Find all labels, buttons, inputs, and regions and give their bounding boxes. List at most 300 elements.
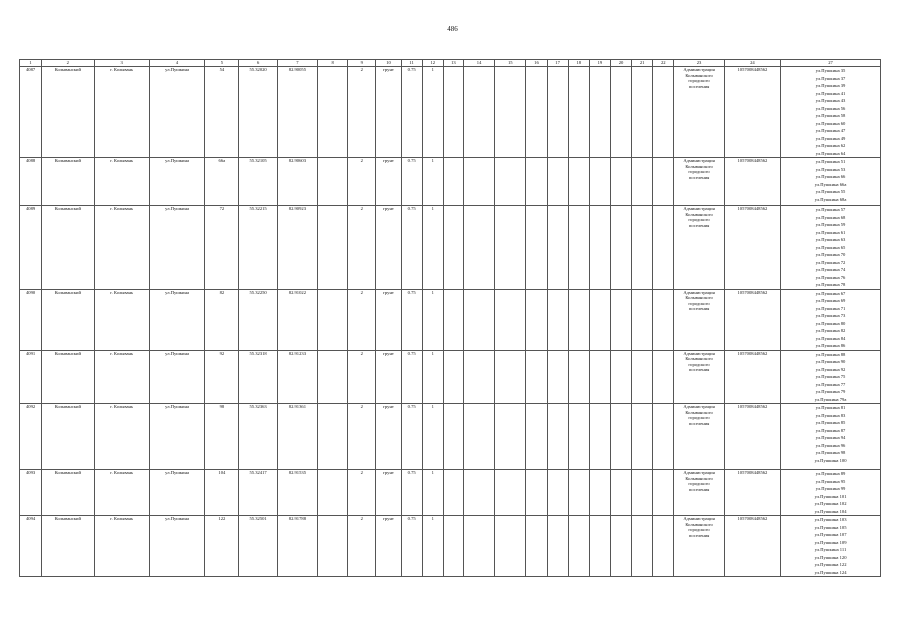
cell-c3: г. Колывань [94, 289, 149, 350]
cell-c17 [547, 350, 568, 404]
cell-c11: 0.75 [401, 350, 422, 404]
cell-c16 [526, 470, 547, 516]
cell-c24: 1057008448562 [724, 404, 780, 470]
cell-c18 [568, 516, 589, 577]
cell-c5: 72 [205, 206, 239, 290]
cell-c3: г. Колывань [94, 206, 149, 290]
address-line: ул.Пушкина 104 [814, 508, 847, 514]
cell-c3: г. Колывань [94, 350, 149, 404]
address-line: ул.Пушкина 92 [815, 366, 846, 372]
cell-c20 [610, 67, 631, 158]
column-header: 19 [589, 60, 610, 67]
cell-c13 [443, 67, 463, 158]
cell-c11: 0.75 [401, 206, 422, 290]
cell-c27 [781, 404, 881, 470]
address-line: ул.Пушкина 63 [815, 237, 846, 242]
cell-c16 [526, 206, 547, 290]
owner-line: Администрация [683, 516, 715, 521]
address-line: ул.Пушкина 76 [815, 274, 846, 280]
cell-c17 [547, 67, 568, 158]
cell-c12: 1 [422, 289, 443, 350]
cell-c16 [526, 516, 547, 577]
owner-line: Колыванского [685, 211, 713, 217]
address-line: ул.Пушкина 43 [815, 98, 846, 103]
cell-c19 [589, 470, 610, 516]
cell-c23 [674, 404, 724, 470]
address-line: ул.Пушкина 87 [815, 427, 846, 433]
address-line: ул.Пушкина 95 [815, 478, 846, 484]
cell-c4: ул.Пушкина [149, 206, 204, 290]
table-row [20, 67, 881, 158]
column-header: 4 [149, 60, 204, 67]
owner-line: городского [688, 415, 710, 421]
cell-c22 [653, 158, 674, 206]
cell-c10: грунт [376, 404, 401, 470]
cell-c13 [443, 404, 463, 470]
column-header: 24 [724, 60, 780, 67]
cell-c14 [463, 289, 494, 350]
column-header: 16 [526, 60, 547, 67]
column-header: 23 [674, 60, 724, 67]
cell-c20 [610, 404, 631, 470]
cell-c10: грунт [376, 350, 401, 404]
cell-c18 [568, 470, 589, 516]
cell-c9: 2 [348, 158, 376, 206]
cell-c10: грунт [376, 289, 401, 350]
owner-line: Колыванского [685, 521, 713, 527]
cell-c2: Колыванский [42, 158, 94, 206]
cell-c9: 2 [348, 350, 376, 404]
address-line: ул.Пушкина 120 [814, 554, 847, 560]
owner-line: Администрация [683, 350, 715, 356]
owner-line: поселения [688, 420, 710, 426]
address-line: ул.Пушкина 60 [815, 120, 846, 126]
cell-c11: 0.75 [401, 158, 422, 206]
cell-c27 [781, 158, 881, 206]
cell-c17 [547, 404, 568, 470]
cell-c7: 82.91361 [277, 404, 317, 470]
cell-c5: 98 [205, 404, 239, 470]
cell-c18 [568, 404, 589, 470]
cell-c27 [781, 67, 881, 158]
column-header: 20 [610, 60, 631, 67]
owner-line: городского [688, 78, 710, 84]
cell-c3: г. Колывань [94, 67, 149, 158]
column-header: 6 [239, 60, 277, 67]
cell-c23 [674, 516, 724, 577]
cell-c22 [653, 206, 674, 290]
cell-c24: 1057008448562 [724, 470, 780, 516]
cell-c9: 2 [348, 289, 376, 350]
cell-c23 [674, 289, 724, 350]
owner-line: городского [688, 361, 710, 367]
cell-c13 [443, 470, 463, 516]
cell-c18 [568, 158, 589, 206]
cell-c22 [653, 289, 674, 350]
cell-c7: 82.91233 [277, 350, 317, 404]
cell-c5: 66а [205, 158, 239, 206]
cell-c6: 55.32250 [239, 289, 277, 350]
cell-c8 [318, 350, 348, 404]
cell-c27 [781, 516, 881, 577]
cell-c2: Колыванский [42, 516, 94, 577]
cell-c12: 1 [422, 67, 443, 158]
cell-c23 [674, 350, 724, 404]
address-line: ул.Пушкина 66а [814, 181, 847, 187]
cell-c6: 55.32363 [239, 404, 277, 470]
cell-c4: ул.Пушкина [149, 67, 204, 158]
cell-c23 [674, 158, 724, 206]
column-header: 10 [376, 60, 401, 67]
cell-c18 [568, 350, 589, 404]
cell-c7: 82.90055 [277, 67, 317, 158]
cell-c9: 2 [348, 67, 376, 158]
cell-c27 [781, 470, 881, 516]
cell-c18 [568, 289, 589, 350]
cell-c5: 92 [205, 350, 239, 404]
address-line: ул.Пушкина 98 [815, 450, 846, 455]
cell-c21 [632, 350, 653, 404]
cell-c2: Колыванский [42, 350, 94, 404]
address-line: ул.Пушкина 71 [815, 305, 846, 311]
cell-c12: 1 [422, 470, 443, 516]
address-line: ул.Пушкина 82 [815, 328, 846, 333]
address-line: ул.Пушкина 68 [815, 214, 846, 220]
cell-c1: 4087 [20, 67, 42, 158]
column-header: 21 [632, 60, 653, 67]
cell-c19 [589, 350, 610, 404]
address-line: ул.Пушкина 109 [814, 539, 847, 545]
cell-c24: 1057008448562 [724, 158, 780, 206]
address-line: ул.Пушкина 105 [814, 524, 847, 530]
owner-line: поселения [688, 367, 710, 373]
cell-c12: 1 [422, 206, 443, 290]
cell-c8 [318, 206, 348, 290]
cell-c23 [674, 67, 724, 158]
cell-c8 [318, 404, 348, 470]
address-line: ул.Пушкина 79а [814, 396, 847, 402]
cell-c20 [610, 350, 631, 404]
cell-c1: 4089 [20, 206, 42, 290]
cell-c4: ул.Пушкина [149, 158, 204, 206]
cell-c14 [463, 350, 494, 404]
owner-line: городского [688, 300, 710, 306]
table-row [20, 516, 881, 577]
cell-c21 [632, 289, 653, 350]
cell-c3: г. Колывань [94, 158, 149, 206]
cell-c17 [547, 206, 568, 290]
cell-c21 [632, 404, 653, 470]
address-line: ул.Пушкина 85 [815, 420, 846, 425]
cell-c6: 55.32215 [239, 206, 277, 290]
cell-c4: ул.Пушкина [149, 289, 204, 350]
cell-c15 [495, 289, 526, 350]
cell-c2: Колыванский [42, 470, 94, 516]
table-row [20, 206, 881, 290]
cell-c12: 1 [422, 350, 443, 404]
owner-line: Администрация [683, 289, 715, 295]
cell-c12: 1 [422, 516, 443, 577]
cell-c11: 0.75 [401, 404, 422, 470]
cell-c11: 0.75 [401, 289, 422, 350]
cell-c21 [632, 206, 653, 290]
cell-c19 [589, 404, 610, 470]
cell-c23 [674, 206, 724, 290]
cell-c12: 1 [422, 404, 443, 470]
cell-c16 [526, 158, 547, 206]
address-line: ул.Пушкина 41 [815, 90, 846, 96]
address-line: ул.Пушкина 58 [815, 113, 846, 118]
address-line: ул.Пушкина 61 [815, 229, 846, 235]
address-line: ул.Пушкина 90 [815, 359, 846, 364]
cell-c21 [632, 470, 653, 516]
cell-c1: 4092 [20, 404, 42, 470]
cell-c17 [547, 289, 568, 350]
address-line: ул.Пушкина 100 [814, 457, 847, 463]
cell-c15 [495, 158, 526, 206]
table-row [20, 404, 881, 470]
cell-c4: ул.Пушкина [149, 350, 204, 404]
cell-c27 [781, 350, 881, 404]
cell-c13 [443, 516, 463, 577]
column-header: 12 [422, 60, 443, 67]
cell-c20 [610, 470, 631, 516]
owner-line: Колыванского [685, 356, 713, 362]
column-header: 11 [401, 60, 422, 67]
owner-line: поселения [688, 532, 710, 538]
address-line: ул.Пушкина 75 [815, 374, 846, 379]
address-line: ул.Пушкина 96 [815, 442, 846, 448]
column-header: 22 [653, 60, 674, 67]
cell-c6: 55.32501 [239, 516, 277, 577]
cell-c6: 55.32105 [239, 158, 277, 206]
address-line: ул.Пушкина 80 [815, 320, 846, 326]
owner-line: городского [688, 481, 710, 487]
cell-c17 [547, 470, 568, 516]
cell-c13 [443, 350, 463, 404]
cell-c2: Колыванский [42, 67, 94, 158]
cell-c7: 82.90603 [277, 158, 317, 206]
cell-c24: 1057008448562 [724, 289, 780, 350]
cell-c7: 82.91788 [277, 516, 317, 577]
cell-c9: 2 [348, 206, 376, 290]
address-line: ул.Пушкина 124 [814, 569, 847, 575]
cell-c1: 4094 [20, 516, 42, 577]
column-header: 9 [348, 60, 376, 67]
cell-c2: Колыванский [42, 206, 94, 290]
column-header: 17 [547, 60, 568, 67]
cell-c27 [781, 289, 881, 350]
address-line: ул.Пушкина 47 [815, 128, 846, 133]
address-line: ул.Пушкина 62 [815, 143, 846, 148]
cell-c7: 82.91022 [277, 289, 317, 350]
cell-c13 [443, 206, 463, 290]
cell-c4: ул.Пушкина [149, 404, 204, 470]
cell-c20 [610, 289, 631, 350]
owner-line: поселения [688, 306, 710, 312]
column-header: 1 [20, 60, 42, 67]
owner-line: Администрация [683, 158, 715, 163]
cell-c3: г. Колывань [94, 404, 149, 470]
cell-c8 [318, 470, 348, 516]
cell-c21 [632, 67, 653, 158]
cell-c20 [610, 158, 631, 206]
cell-c15 [495, 67, 526, 158]
cell-c15 [495, 350, 526, 404]
address-line: ул.Пушкина 66 [815, 174, 846, 179]
cell-c6: 55.32318 [239, 350, 277, 404]
address-line: ул.Пушкина 86 [815, 343, 846, 348]
cell-c22 [653, 516, 674, 577]
cell-c14 [463, 206, 494, 290]
cell-c22 [653, 470, 674, 516]
address-line: ул.Пушкина 111 [814, 547, 847, 552]
cell-c6: 55.32417 [239, 470, 277, 516]
cell-c18 [568, 67, 589, 158]
cell-c3: г. Колывань [94, 470, 149, 516]
cell-c2: Колыванский [42, 404, 94, 470]
cell-c15 [495, 404, 526, 470]
cell-c24: 1057008448562 [724, 67, 780, 158]
cell-c14 [463, 404, 494, 470]
owner-line: Колыванского [685, 163, 713, 169]
cell-c14 [463, 470, 494, 516]
address-line: ул.Пушкина 55 [815, 189, 846, 194]
address-line: ул.Пушкина 122 [814, 562, 847, 567]
address-line: ул.Пушкина 103 [814, 517, 847, 522]
owner-line: городского [688, 169, 710, 175]
owner-line: поселения [688, 174, 710, 180]
cell-c14 [463, 158, 494, 206]
cell-c14 [463, 67, 494, 158]
owner-line: Колыванского [685, 295, 713, 301]
address-line: ул.Пушкина 101 [814, 493, 847, 499]
cell-c5: 122 [205, 516, 239, 577]
address-line: ул.Пушкина 68а [814, 196, 847, 202]
table-row [20, 350, 881, 404]
cell-c5: 104 [205, 470, 239, 516]
address-line: ул.Пушкина 88 [815, 351, 846, 357]
owner-line: городского [688, 217, 710, 223]
cell-c8 [318, 158, 348, 206]
cell-c10: грунт [376, 158, 401, 206]
table-row [20, 158, 881, 206]
cell-c21 [632, 158, 653, 206]
address-line: ул.Пушкина 53 [815, 166, 846, 172]
address-line: ул.Пушкина 81 [815, 405, 846, 410]
cell-c27 [781, 206, 881, 290]
address-line: ул.Пушкина 49 [815, 135, 846, 141]
address-line: ул.Пушкина 102 [814, 501, 847, 506]
column-header: 3 [94, 60, 149, 67]
cell-c23 [674, 470, 724, 516]
address-line: ул.Пушкина 72 [815, 259, 846, 265]
cell-c8 [318, 67, 348, 158]
address-line: ул.Пушкина 37 [815, 75, 846, 81]
cell-c21 [632, 516, 653, 577]
address-line: ул.Пушкина 67 [815, 290, 846, 296]
address-line: ул.Пушкина 77 [815, 381, 846, 387]
cell-c1: 4088 [20, 158, 42, 206]
cell-c19 [589, 516, 610, 577]
cell-c20 [610, 206, 631, 290]
column-header: 2 [42, 60, 94, 67]
cell-c8 [318, 289, 348, 350]
cell-c9: 2 [348, 516, 376, 577]
column-header: 5 [205, 60, 239, 67]
cell-c18 [568, 206, 589, 290]
cell-c10: грунт [376, 470, 401, 516]
address-line: ул.Пушкина 69 [815, 298, 846, 303]
cell-c15 [495, 470, 526, 516]
address-line: ул.Пушкина 107 [814, 532, 847, 537]
column-header: 13 [443, 60, 463, 67]
header-row [20, 60, 881, 67]
cell-c2: Колыванский [42, 289, 94, 350]
address-line: ул.Пушкина 73 [815, 313, 846, 318]
table-row [20, 289, 881, 350]
cell-c22 [653, 350, 674, 404]
cell-c13 [443, 289, 463, 350]
cell-c11: 0.75 [401, 67, 422, 158]
cell-c4: ул.Пушкина [149, 516, 204, 577]
address-line: ул.Пушкина 51 [815, 159, 846, 164]
cell-c11: 0.75 [401, 516, 422, 577]
cell-c17 [547, 158, 568, 206]
cell-c11: 0.75 [401, 470, 422, 516]
cell-c13 [443, 158, 463, 206]
owner-line: Администрация [683, 206, 715, 211]
address-line: ул.Пушкина 64 [815, 150, 846, 156]
owner-line: Колыванского [685, 72, 713, 78]
cell-c9: 2 [348, 470, 376, 516]
cell-c24: 1057008448562 [724, 516, 780, 577]
cell-c16 [526, 404, 547, 470]
address-line: ул.Пушкина 79 [815, 389, 846, 394]
cell-c12: 1 [422, 158, 443, 206]
cell-c16 [526, 67, 547, 158]
cell-c8 [318, 516, 348, 577]
cell-c7: 82.90923 [277, 206, 317, 290]
cell-c16 [526, 289, 547, 350]
cell-c19 [589, 158, 610, 206]
cell-c7: 82.91535 [277, 470, 317, 516]
address-line: ул.Пушкина 89 [815, 471, 846, 476]
address-line: ул.Пушкина 78 [815, 282, 846, 287]
cell-c19 [589, 206, 610, 290]
cell-c3: г. Колывань [94, 516, 149, 577]
address-line: ул.Пушкина 99 [815, 486, 846, 491]
page-number: 486 [447, 25, 458, 33]
cell-c15 [495, 206, 526, 290]
address-line: ул.Пушкина 57 [815, 207, 846, 212]
registry-table [19, 59, 881, 577]
owner-line: поселения [688, 486, 710, 492]
column-header: 15 [495, 60, 526, 67]
cell-c1: 4091 [20, 350, 42, 404]
owner-line: городского [688, 527, 710, 533]
cell-c4: ул.Пушкина [149, 470, 204, 516]
address-line: ул.Пушкина 74 [815, 267, 846, 272]
cell-c10: грунт [376, 516, 401, 577]
cell-c16 [526, 350, 547, 404]
address-line: ул.Пушкина 39 [815, 83, 846, 88]
cell-c1: 4093 [20, 470, 42, 516]
owner-line: Администрация [683, 470, 715, 475]
cell-c5: 54 [205, 67, 239, 158]
cell-c15 [495, 516, 526, 577]
cell-c19 [589, 289, 610, 350]
